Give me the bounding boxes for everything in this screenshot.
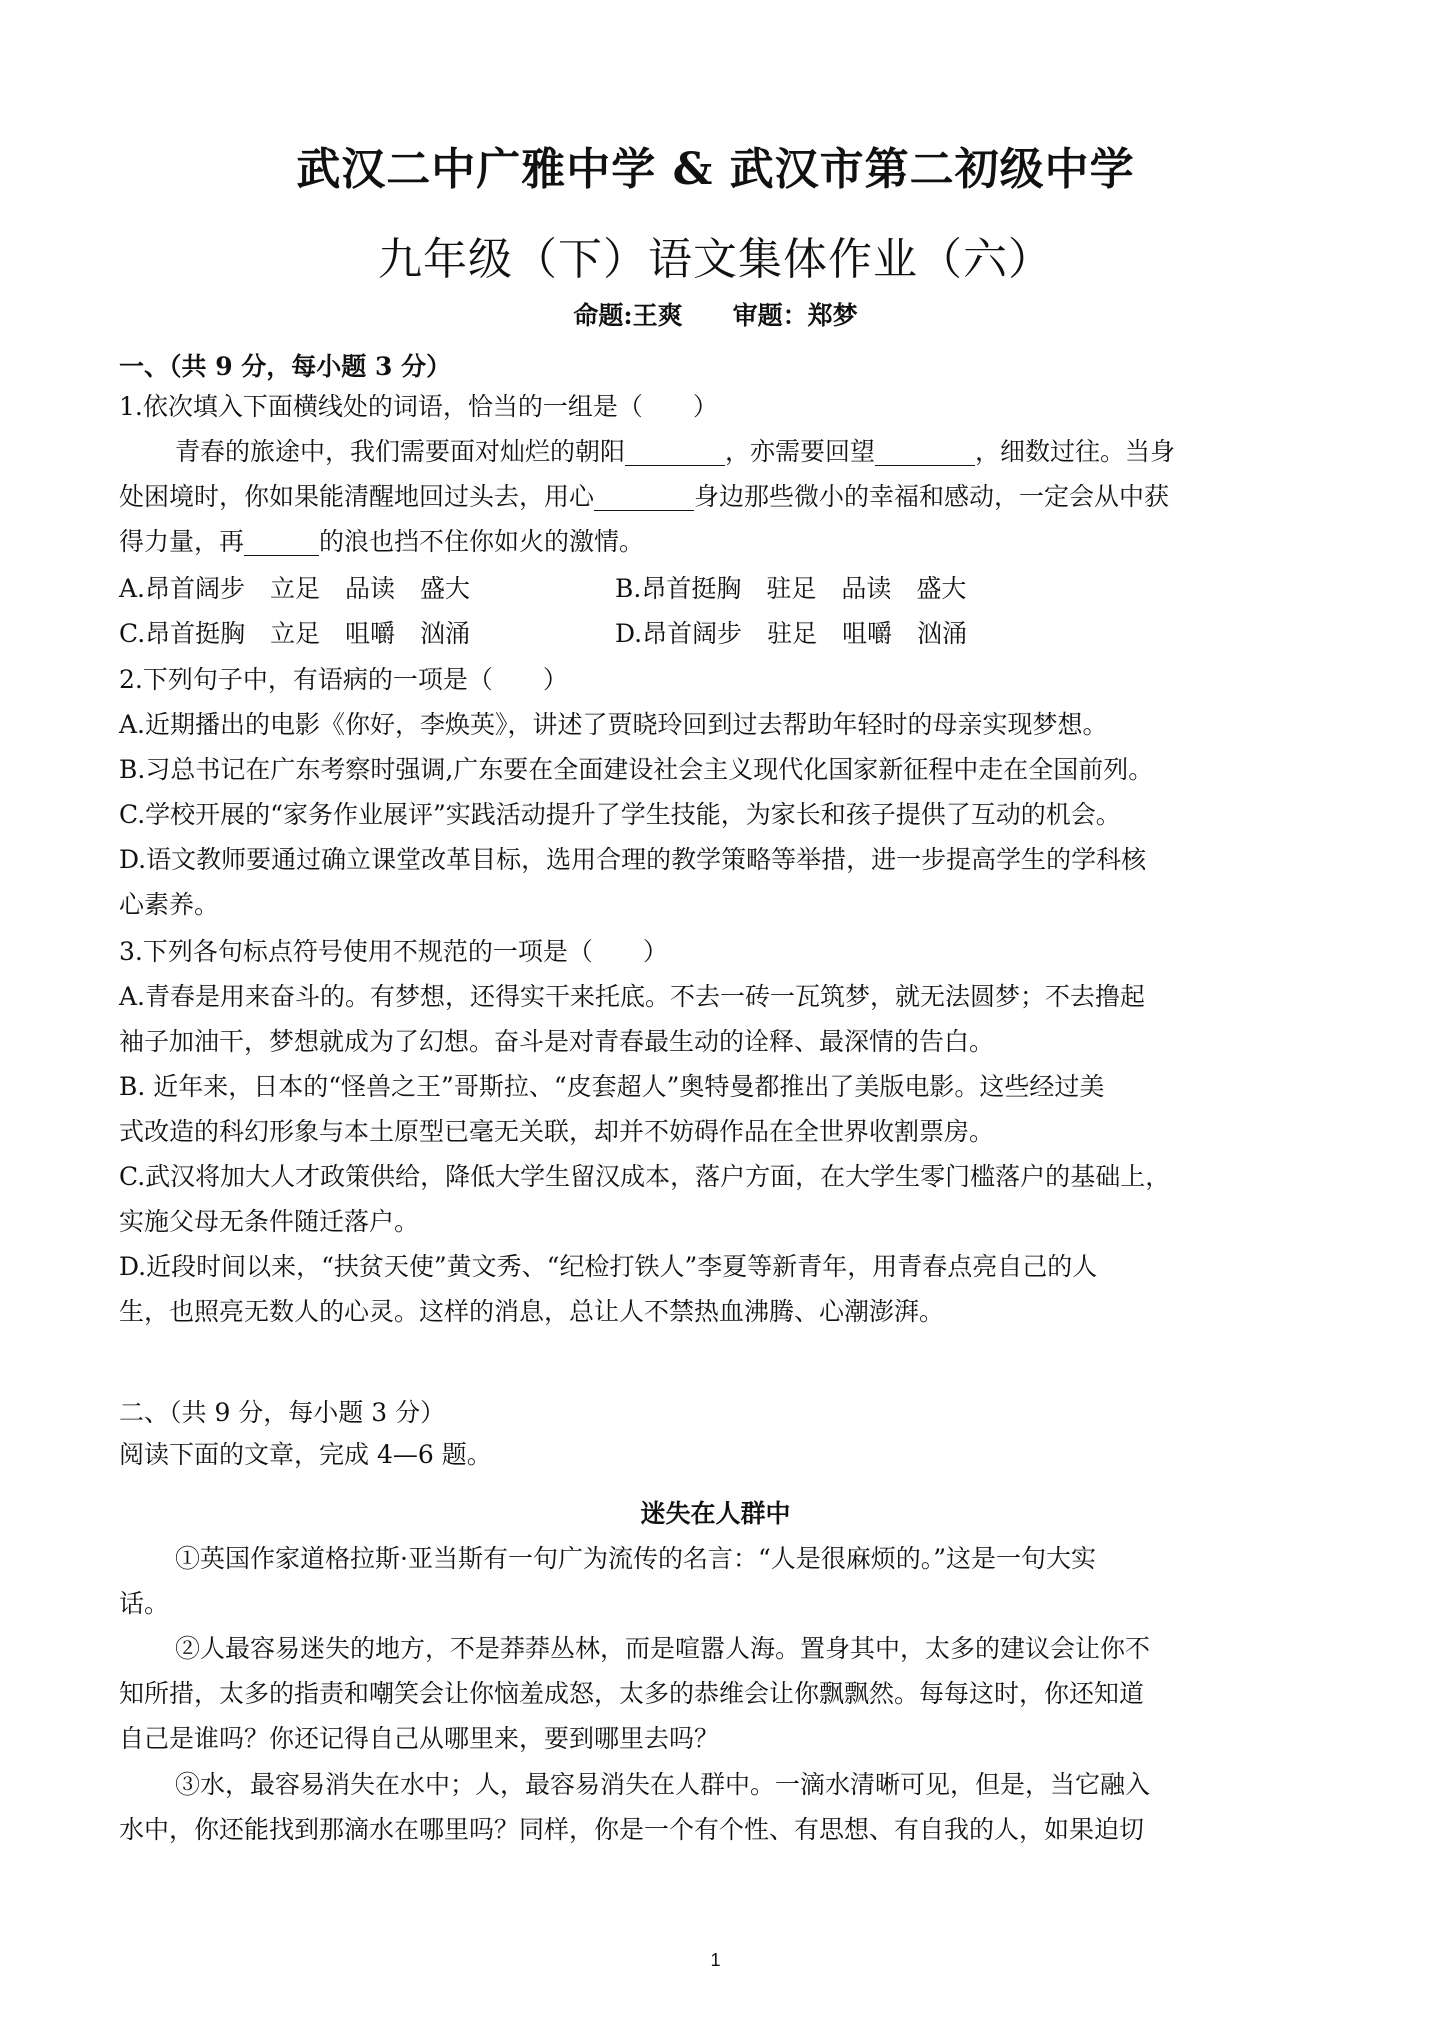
article-paragraph-line: ①英国作家道格拉斯·亚当斯有一句广为流传的名言：“人是很麻烦的。”这是一句大实 bbox=[175, 1544, 1097, 1573]
question-1-passage-line: 处困境时，你如果能清醒地回过头去，用心________身边那些微小的幸福和感动，一定会从中获 bbox=[119, 482, 1170, 511]
question-2-option-line: A.近期播出的电影《你好，李焕英》，讲述了贾晓玲回到过去帮助年轻时的母亲实现梦想。 bbox=[119, 710, 1108, 739]
question-3-option-line: 生，也照亮无数人的心灵。这样的消息，总让人不禁热血沸腾、心潮澎湃。 bbox=[119, 1297, 945, 1326]
question-3-option-line: 袖子加油干，梦想就成为了幻想。奋斗是对青春最生动的诠释、最深情的告白。 bbox=[119, 1027, 995, 1056]
assignment-title: 九年级（下）语文集体作业（六） bbox=[378, 234, 1053, 285]
question-3-option-line: C.武汉将加大人才政策供给，降低大学生留汉成本，落户方面，在大学生零门槛落户的基础上， bbox=[119, 1162, 1171, 1191]
question-2-option-line: C.学校开展的“家务作业展评”实践活动提升了学生技能，为家长和孩子提供了互动的机会。 bbox=[119, 800, 1121, 829]
question-1-passage-line: 青春的旅途中，我们需要面对灿烂的朝阳________，亦需要回望________，细数过往。当身 bbox=[175, 437, 1176, 466]
question-2-option-line: D.语文教师要通过确立课堂改革目标，选用合理的教学策略等举措，进一步提高学生的学科核 bbox=[119, 845, 1147, 874]
question-1-option-d: D.昂首阔步 驻足 咀嚼 汹涌 bbox=[615, 619, 968, 648]
question-3-option-line: 式改造的科幻形象与本土原型已毫无关联，却并不妨碍作品在全世界收割票房。 bbox=[119, 1117, 995, 1146]
question-3-stem: 3.下列各句标点符号使用不规范的一项是（ ） bbox=[119, 937, 668, 966]
article-paragraph-line: 话。 bbox=[119, 1589, 170, 1618]
article-paragraph-line: ②人最容易迷失的地方，不是莽莽丛林，而是喧嚣人海。置身其中，太多的建议会让你不 bbox=[175, 1634, 1151, 1663]
article-paragraph-line: 水中，你还能找到那滴水在哪里吗？同样，你是一个有个性、有思想、有自我的人，如果迫切 bbox=[119, 1815, 1145, 1844]
question-3-option-line: B. 近年来，日本的“怪兽之王”哥斯拉、“皮套超人”奥特曼都推出了美版电影。这些经过美 bbox=[119, 1072, 1105, 1101]
section-1-heading: 一、（共 9 分，每小题 3 分） bbox=[119, 352, 452, 381]
question-1-option-a: A.昂首阔步 立足 品读 盛大 bbox=[119, 574, 471, 603]
section-2-heading: 二、（共 9 分，每小题 3 分） bbox=[119, 1398, 446, 1427]
article-paragraph-line: 自己是谁吗？你还记得自己从哪里来，要到哪里去吗？ bbox=[119, 1724, 720, 1753]
question-1-options-row bbox=[119, 617, 1319, 651]
question-1-stem: 1.依次填入下面横线处的词语，恰当的一组是（ ） bbox=[119, 392, 718, 421]
author-line: 命题:王爽 审题：郑梦 bbox=[573, 301, 858, 330]
article-title: 迷失在人群中 bbox=[640, 1499, 791, 1528]
question-2-option-line: 心素养。 bbox=[119, 890, 220, 919]
page-number: 1 bbox=[710, 1950, 721, 1970]
question-3-option-line: D.近段时间以来，“扶贫天使”黄文秀、“纪检打铁人”李夏等新青年，用青春点亮自己的人 bbox=[119, 1252, 1098, 1281]
question-1-options-row bbox=[119, 572, 1319, 606]
article-paragraph-line: ③水，最容易消失在水中；人，最容易消失在人群中。一滴水清晰可见，但是，当它融入 bbox=[175, 1770, 1151, 1799]
school-title: 武汉二中广雅中学 & 武汉市第二初级中学 bbox=[296, 144, 1135, 195]
question-3-option-line: A.青春是用来奋斗的。有梦想，还得实干来托底。不去一砖一瓦筑梦，就无法圆梦；不去撸起 bbox=[119, 982, 1146, 1011]
section-2-instruction: 阅读下面的文章，完成 4—6 题。 bbox=[119, 1440, 492, 1469]
question-1-option-b: B.昂首挺胸 驻足 品读 盛大 bbox=[615, 574, 967, 603]
question-3-option-line: 实施父母无条件随迁落户。 bbox=[119, 1207, 420, 1236]
question-1-passage-line: 得力量，再______的浪也挡不住你如火的激情。 bbox=[119, 527, 645, 556]
article-paragraph-line: 知所措，太多的指责和嘲笑会让你恼羞成怒，太多的恭维会让你飘飘然。每每这时，你还知道 bbox=[119, 1679, 1145, 1708]
question-2-option-line: B.习总书记在广东考察时强调,广东要在全面建设社会主义现代化国家新征程中走在全国前列。 bbox=[119, 755, 1154, 784]
question-2-stem: 2.下列句子中，有语病的一项是（ ） bbox=[119, 665, 568, 694]
question-1-option-c: C.昂首挺胸 立足 咀嚼 汹涌 bbox=[119, 619, 471, 648]
